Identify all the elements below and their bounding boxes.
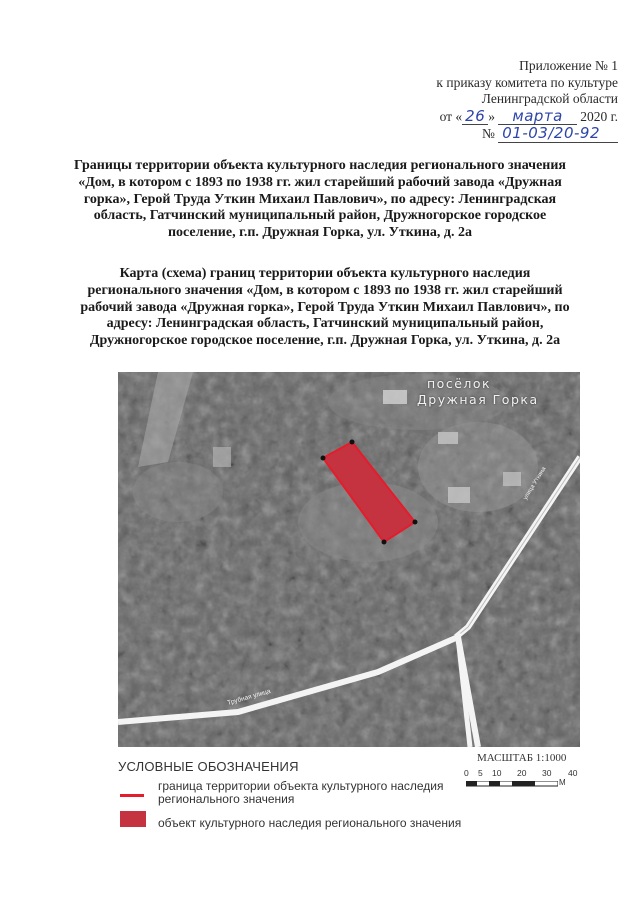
date-prefix: от « [439,108,463,124]
map-graphic [118,372,580,747]
settlement-label-2: Дружная Горка [417,392,539,407]
building [213,447,231,467]
scale-tick: 40 [568,768,578,778]
boundary-point [413,520,418,525]
boundary-point [321,456,326,461]
street-top-label: улица Уткина [522,466,548,502]
number-handwritten: 01-03/20-92 [498,125,618,143]
clearing [418,422,538,512]
scale-tick-labels [464,768,584,778]
scale-tick: 0 [464,768,469,778]
clearing [133,462,223,522]
date-year: 2020 г. [580,108,618,124]
annex-line-1: Приложение № 1 [519,58,618,73]
annex-date [358,108,618,126]
building [503,472,521,486]
satellite-map [118,372,580,747]
number-prefix: № [482,126,495,141]
annex-line-3: Ленинградской области [481,91,618,106]
annex-line-2: к приказу комитета по культуре [436,74,618,90]
legend-object-symbol [120,811,146,827]
scale-tick: 30 [542,768,552,778]
legend-title: УСЛОВНЫЕ ОБОЗНАЧЕНИЯ [118,759,299,774]
date-month-handwritten: марта [498,108,576,126]
boundary-point [382,540,387,545]
building [448,487,470,503]
building [438,432,458,444]
map-caption: Карта (схема) границ территории объекта культурного наследия регионального значения «Дом, в котором с 1893 по 1938 гг. жил старейший рабочий завода «Дружная горка», Герой Труда Уткин Михаил Павлович», по адресу: Ленинградская область, Гатчинский муниципальный район, Дружногорское городское поселение, г.п. Дружная Горка, ул. Уткина, д. 2а [80,266,570,349]
scale-tick: 5 [478,768,483,778]
annex-header [358,58,618,143]
settlement-label-1: посёлок [427,376,492,391]
document-title: Границы территории объекта культурного наследия регионального значения «Дом, в котором с 1893 по 1938 гг. жил старейший рабочий завода «Дружная горка», Герой Труда Уткин Михаил Павлович», по адресу: Ленинградская область, Гатчинский муниципальный район, Дружногорское городское поселение, г.п. Дружная Горка, ул. Уткина, д. 2а [73,158,566,241]
boundary-point [350,440,355,445]
annex-number [358,125,618,143]
scale-title: МАСШТАБ 1:1000 [477,752,567,764]
scale-bar [466,781,558,787]
legend-boundary-symbol [120,794,144,797]
building [383,390,407,404]
date-day-handwritten: 26 [462,108,488,126]
legend-item-boundary: граница территории объекта культурного наследия регионального значения [158,779,444,806]
legend-item-object: объект культурного наследия регионального значения [158,816,462,830]
date-mid: » [488,108,496,124]
scale-unit: М [559,778,566,787]
scale-tick: 10 [492,768,502,778]
scale-tick: 20 [517,768,527,778]
street-bottom-label: Трубная улица [226,687,272,707]
